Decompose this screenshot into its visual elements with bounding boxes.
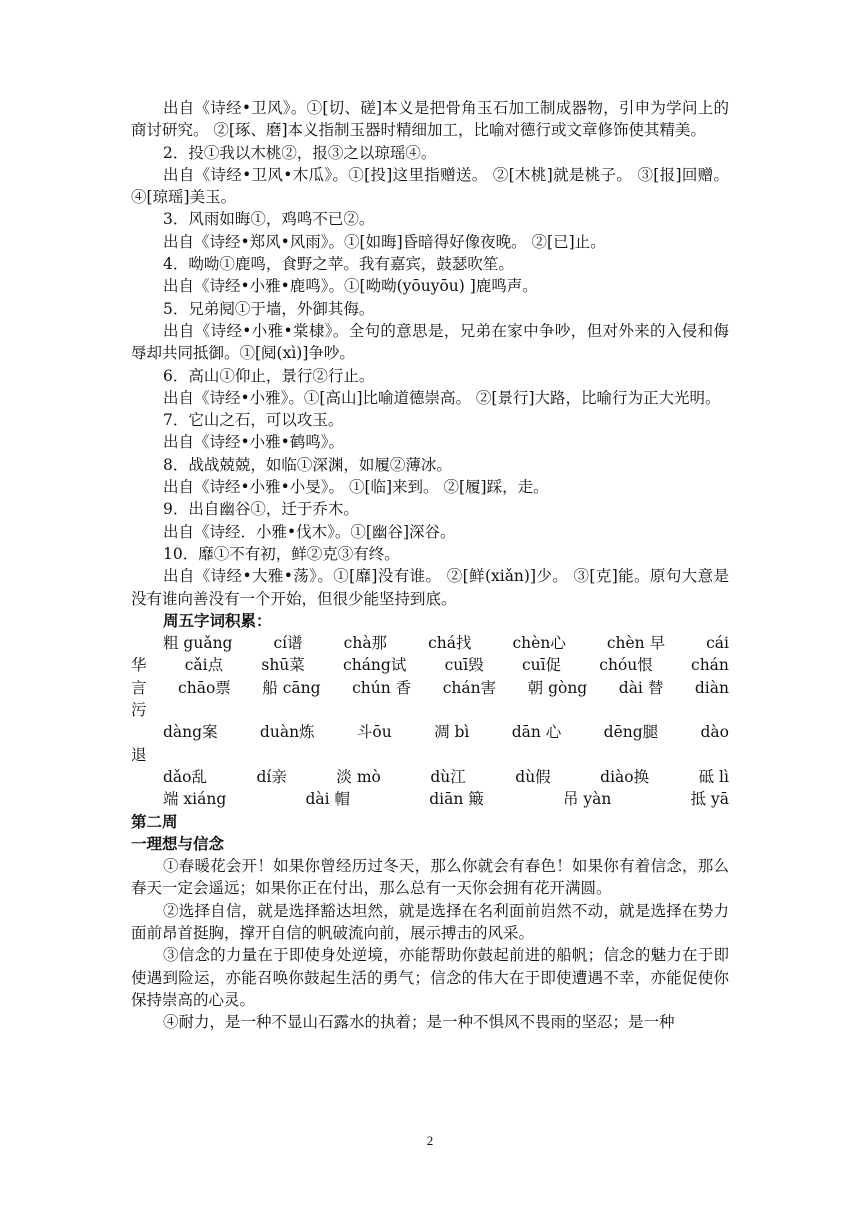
vocab-row xyxy=(131,699,729,721)
vocab-item: 淡 mò xyxy=(336,767,381,786)
vocab-item: dù假 xyxy=(515,767,551,786)
vocab-row xyxy=(131,632,729,654)
vocab-item: duàn炼 xyxy=(259,723,315,742)
paragraph: 出自《诗经•卫风•木瓜》。①[投]这里指赠送。 ②[木桃]就是桃子。 ③[报]回赠。 ④[琼瑶]美玉。 xyxy=(131,165,729,207)
paragraph: 5．兄弟阋①于墙，外御其侮。 xyxy=(163,299,375,318)
vocab-item: 抵 yā xyxy=(690,790,729,809)
paragraph: 出自《诗经•大雅•荡》。①[靡]没有谁。 ②[鲜(xiǎn)]少。 ③[克]能。原句大意是没有谁向善没有一个开始，但很少能坚持到底。 xyxy=(131,567,729,608)
vocab-item: 斗ōu xyxy=(356,723,392,742)
vocab-item: dǎo乱 xyxy=(163,767,207,786)
vocab-row xyxy=(131,744,729,766)
document-body xyxy=(131,97,729,1033)
paragraph: 9．出自幽谷①，迁于乔木。 xyxy=(163,500,359,519)
paragraph: 出自《诗经•小雅•鹤鸣》。 xyxy=(163,433,345,452)
vocab-item: 船 cāng xyxy=(262,678,321,697)
vocab-item: diān 簸 xyxy=(429,790,484,809)
paragraph: 出自《诗经•小雅》。①[高山]比喻道德崇高。 ②[景行]大路，比喻行为正大光明。 xyxy=(163,388,721,407)
vocab-item: 污 xyxy=(131,701,147,720)
paragraph: 7．它山之石，可以攻玉。 xyxy=(163,411,344,430)
paragraph: 8．战战兢兢，如临①深渊，如履②薄冰。 xyxy=(163,455,452,474)
vocab-item: 退 xyxy=(131,745,147,764)
paragraph: 3．风雨如晦①，鸡鸣不已②。 xyxy=(163,210,375,229)
vocab-item: dān 心 xyxy=(511,723,562,742)
vocab-item: dàng案 xyxy=(163,723,218,742)
paragraph: 出自《诗经•小雅•棠棣》。全句的意思是，兄弟在家中争吵，但对外来的入侵和侮辱却共同抵御。①[阋(xì)]争吵。 xyxy=(131,321,729,363)
vocab-item: dù江 xyxy=(430,767,466,786)
week2-paragraph: ④耐力，是一种不显山石露水的执着；是一种不惧风不畏雨的坚忍；是一种 xyxy=(163,1013,675,1032)
paragraph: 10．靡①不有初，鲜②克③有终。 xyxy=(163,544,400,563)
vocab-item: cái xyxy=(706,634,729,653)
vocab-item: 朝 gòng xyxy=(527,678,588,697)
vocab-item: dào xyxy=(700,723,729,742)
week2-paragraphs xyxy=(131,855,729,1033)
vocab-item: 砥 lì xyxy=(698,767,729,786)
paragraph: 出自《诗经•郑风•风雨》。①[如晦]昏暗得好像夜晚。 ②[已]止。 xyxy=(163,232,606,251)
vocab-item: cí谱 xyxy=(273,634,303,653)
week2-subheading: 一理想与信念 xyxy=(131,833,225,853)
paragraph: 2．投①我以木桃②，报③之以琼瑶④。 xyxy=(163,143,437,162)
vocab-item: chèn 早 xyxy=(606,634,666,653)
week2-heading: 第二周 xyxy=(131,811,178,831)
vocab-item: dài 替 xyxy=(618,678,664,697)
vocab-item: cuī毁 xyxy=(444,656,484,675)
vocab-item: cuī促 xyxy=(521,656,562,675)
vocab-item: chà那 xyxy=(343,634,388,653)
vocab-item: chán害 xyxy=(442,678,497,697)
vocab-item: chá找 xyxy=(428,634,472,653)
vocab-item: diào换 xyxy=(600,767,650,786)
section-heading: 周五字词积累： xyxy=(163,610,272,630)
vocabulary-list xyxy=(131,632,729,810)
paragraph: 出自《诗经•小雅•小旻》。 ①[临]来到。 ②[履]踩，走。 xyxy=(163,478,549,497)
vocab-item: chāo票 xyxy=(178,678,231,697)
vocab-item: 吊 yàn xyxy=(562,790,612,809)
vocab-item: diàn xyxy=(694,678,729,697)
page-number: 2 xyxy=(426,1133,434,1148)
week2-paragraph: ②选择自信，就是选择豁达坦然，就是选择在名利面前岿然不动，就是选择在势力面前昂首挺胸，撑开自信的帆破流向前，展示搏击的风采。 xyxy=(131,901,729,942)
vocab-item: 言 xyxy=(131,678,147,697)
vocab-item: shū菜 xyxy=(261,656,305,675)
week2-paragraph: ①春暖花会开！如果你曾经历过冬天，那么你就会有春色！如果你有着信念，那么春天一定会遥远；如果你正在付出，那么总有一天你会拥有花开满圆。 xyxy=(131,857,729,898)
vocab-item: cháng试 xyxy=(343,656,407,675)
paragraph: 出自《诗经•卫风》。①[切、磋]本义是把骨角玉石加工制成器物，引申为学问上的商讨研究。 ②[琢、磨]本义指制玉器时精细加工，比喻对德行或文章修饰使其精美。 xyxy=(131,99,729,140)
vocab-row xyxy=(131,721,729,743)
vocab-item: dēng腿 xyxy=(603,723,659,742)
vocab-row xyxy=(131,788,729,810)
poetry-notes-section xyxy=(131,97,729,632)
vocab-item: cǎi点 xyxy=(184,656,224,675)
vocab-item: chún 香 xyxy=(352,678,412,697)
vocab-item: 华 xyxy=(131,656,147,675)
week2-paragraph: ③信念的力量在于即使身处逆境，亦能帮助你鼓起前进的船帆；信念的魅力在于即使遇到险运，亦能召唤你鼓起生活的勇气；信念的伟大在于即使遭遇不幸，亦能促使你保持崇高的心灵。 xyxy=(131,946,729,1009)
vocab-row xyxy=(131,766,729,788)
vocab-item: chán xyxy=(691,656,729,675)
vocab-item: 端 xiáng xyxy=(163,790,227,809)
vocab-row xyxy=(131,654,729,676)
vocab-item: dài 帽 xyxy=(305,790,351,809)
vocab-item: dí亲 xyxy=(256,767,287,786)
vocab-item: chèn心 xyxy=(512,634,566,653)
paragraph: 出自《诗经．小雅•伐木》。①[幽谷]深谷。 xyxy=(163,522,456,541)
vocab-item: 凋 bì xyxy=(434,723,470,742)
vocab-item: chóu恨 xyxy=(599,656,653,675)
paragraph: 4．呦呦①鹿鸣，食野之苹。我有嘉宾，鼓瑟吹笙。 xyxy=(163,255,514,274)
paragraph: 出自《诗经•小雅•鹿鸣》。①[呦呦(yōuyōu) ]鹿鸣声。 xyxy=(163,277,538,296)
vocab-item: 粗 guǎng xyxy=(163,634,233,653)
paragraph: 6．高山①仰止，景行②行止。 xyxy=(163,366,375,385)
vocab-row xyxy=(131,677,729,699)
